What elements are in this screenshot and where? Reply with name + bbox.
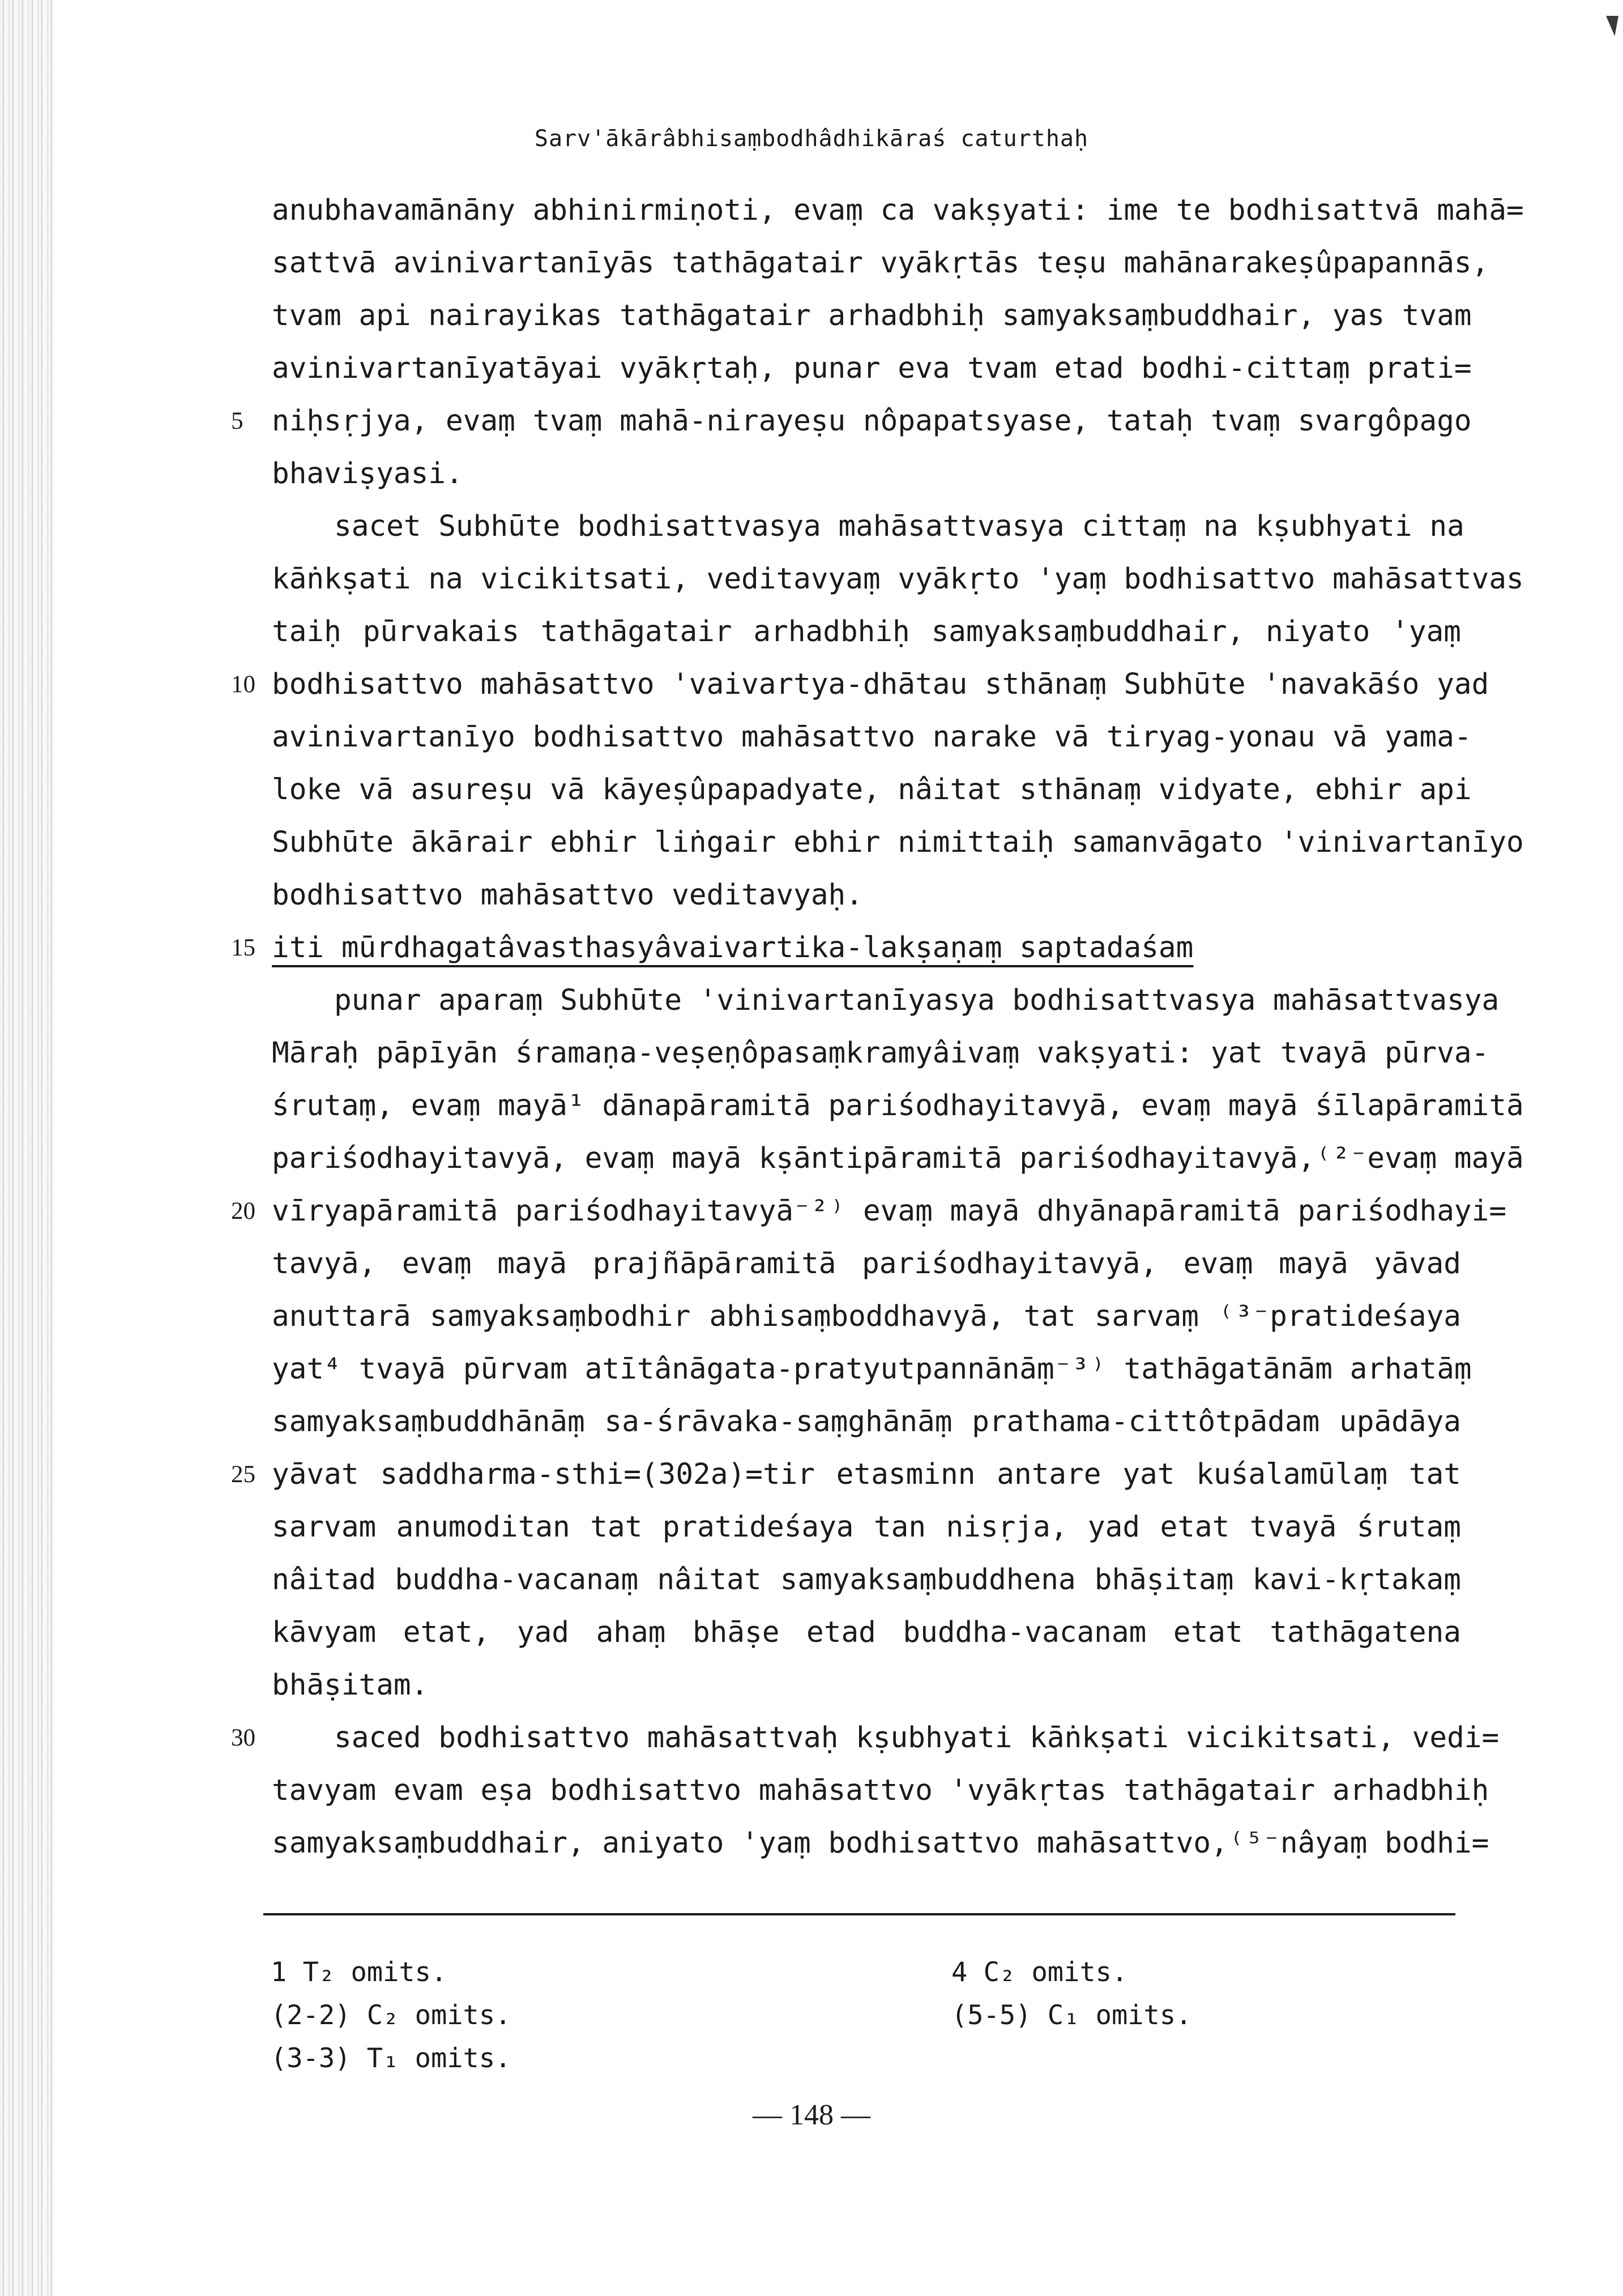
text-line bbox=[272, 184, 1524, 237]
text-line bbox=[272, 763, 1472, 816]
line-text: anubhavamānāny abhinirmiṇoti, evaṃ ca vakṣyati: ime te bodhisattvā mahā= bbox=[272, 194, 1524, 227]
footnote: (2-2) C₂ omits. bbox=[271, 2000, 511, 2031]
line-text: loke vā asureṣu vā kāyeṣûpapadyate, nâitat sthānaṃ vidyate, ebhir api bbox=[272, 773, 1472, 806]
line-text: niḥsṛjya, evaṃ tvaṃ mahā-nirayeṣu nôpapatsyase, tataḥ tvaṃ svargôpago bbox=[272, 404, 1472, 438]
text-line bbox=[272, 869, 1461, 921]
footnote: 1 T₂ omits. bbox=[271, 1957, 447, 1988]
footnote-separator bbox=[263, 1913, 1455, 1915]
line-text: anuttarā samyaksaṃbodhir abhisaṃboddhavyā, tat sarvaṃ ⁽³⁻pratideśaya bbox=[272, 1300, 1461, 1333]
line-text: tavyā, evaṃ mayā prajñāpāramitā pariśodhayitavyā, evaṃ mayā yāvad bbox=[272, 1247, 1461, 1281]
line-text: vīryapāramitā pariśodhayitavyā⁻²⁾ evaṃ mayā dhyānapāramitā pariśodhayi= bbox=[272, 1194, 1507, 1228]
line-text: śrutaṃ, evaṃ mayā¹ dānapāramitā pariśodhayitavyā, evaṃ mayā śīlapāramitā bbox=[272, 1089, 1524, 1123]
footnote: (5-5) C₁ omits. bbox=[951, 2000, 1192, 2031]
line-number: 20 bbox=[231, 1198, 255, 1224]
text-line bbox=[272, 1343, 1472, 1395]
text-line bbox=[272, 1395, 1461, 1448]
text-line bbox=[272, 237, 1489, 289]
line-text: bodhisattvo mahāsattvo 'vaivartya-dhātau sthānaṃ Subhūte 'navakāśo yad bbox=[272, 668, 1489, 701]
line-number: 15 bbox=[231, 934, 255, 961]
text-line bbox=[272, 1501, 1461, 1554]
line-text: avinivartanīyatāyai vyākṛtaḥ, punar eva tvam etad bodhi-cittaṃ prati= bbox=[272, 352, 1472, 385]
text-line bbox=[272, 1606, 1461, 1659]
line-text: saced bodhisattvo mahāsattvaḥ kṣubhyati kāṅkṣati vicikitsati, vedi= bbox=[334, 1721, 1500, 1755]
line-text: bhāṣitam. bbox=[272, 1668, 429, 1702]
line-text: bodhisattvo mahāsattvo veditavyaḥ. bbox=[272, 878, 863, 912]
line-text: Subhūte ākārair ebhir liṅgair ebhir nimittaiḥ samanvāgato 'vinivartanīyo bbox=[272, 826, 1524, 859]
scan-corner-mark bbox=[1606, 16, 1618, 36]
line-text: sattvā avinivartanīyās tathāgatair vyākṛtās teṣu mahānarakeṣûpapannās, bbox=[272, 246, 1489, 280]
text-line bbox=[272, 711, 1472, 763]
text-line bbox=[231, 1712, 1500, 1764]
line-text: tvam api nairayikas tathāgatair arhadbhiḥ samyaksaṃbuddhair, yas tvam bbox=[272, 299, 1472, 332]
line-text: samyaksaṃbuddhānāṃ sa-śrāvaka-saṃghānāṃ prathama-cittôtpādam upādāya bbox=[272, 1405, 1461, 1439]
text-line bbox=[231, 658, 1489, 711]
line-text: tavyam evam eṣa bodhisattvo mahāsattvo 'vyākṛtas tathāgatair arhadbhiḥ bbox=[272, 1774, 1489, 1807]
line-text: yāvat saddharma-sthi=(302a)=tir etasminn antare yat kuśalamūlaṃ tat bbox=[272, 1458, 1461, 1491]
line-text: iti mūrdhagatâvasthasyâvaivartika-lakṣaṇaṃ saptadaśam bbox=[272, 931, 1194, 965]
text-line bbox=[272, 1817, 1489, 1870]
text-line bbox=[272, 289, 1472, 342]
text-line bbox=[231, 1185, 1507, 1237]
body-text bbox=[231, 184, 1524, 1870]
text-line bbox=[272, 974, 1500, 1027]
text-line bbox=[272, 1554, 1461, 1606]
line-number: 5 bbox=[231, 408, 244, 434]
text-line bbox=[272, 1027, 1489, 1079]
line-number: 10 bbox=[231, 671, 255, 698]
line-number: 25 bbox=[231, 1461, 255, 1488]
text-line bbox=[231, 1448, 1461, 1501]
text-line bbox=[231, 395, 1472, 447]
text-line bbox=[272, 342, 1472, 395]
text-line bbox=[272, 1237, 1461, 1290]
line-text: bhaviṣyasi. bbox=[272, 457, 463, 490]
running-head: Sarv'ākārâbhisaṃbodhâdhikāraś caturthaḥ bbox=[534, 126, 1089, 152]
text-line bbox=[272, 816, 1524, 869]
line-text: punar aparaṃ Subhūte 'vinivartanīyasya bodhisattvasya mahāsattvasya bbox=[334, 984, 1500, 1017]
line-text: Māraḥ pāpīyān śramaṇa-veṣeṇôpasaṃkramyâivaṃ vakṣyati: yat tvayā pūrva- bbox=[272, 1036, 1489, 1070]
text-line bbox=[272, 1659, 1461, 1712]
scan-binding-edge bbox=[0, 0, 54, 2296]
line-text: sacet Subhūte bodhisattvasya mahāsattvasya cittaṃ na kṣubhyati na bbox=[334, 510, 1464, 543]
text-line bbox=[272, 605, 1461, 658]
text-line bbox=[272, 1764, 1489, 1817]
footnote: (3-3) T₁ omits. bbox=[271, 2043, 511, 2074]
line-text: sarvam anumoditan tat pratideśaya tan nisṛja, yad etat tvayā śrutaṃ bbox=[272, 1510, 1461, 1544]
text-line bbox=[272, 500, 1464, 553]
section-heading-line bbox=[231, 921, 1461, 974]
line-text: pariśodhayitavyā, evaṃ mayā kṣāntipāramitā pariśodhayitavyā,⁽²⁻evaṃ mayā bbox=[272, 1142, 1524, 1175]
line-text: kāṅkṣati na vicikitsati, veditavyaṃ vyākṛto 'yaṃ bodhisattvo mahāsattvas bbox=[272, 562, 1524, 596]
line-number: 30 bbox=[231, 1725, 255, 1751]
line-text: taiḥ pūrvakais tathāgatair arhadbhiḥ samyaksaṃbuddhair, niyato 'yaṃ bbox=[272, 615, 1461, 648]
text-line bbox=[272, 1290, 1461, 1343]
text-line bbox=[272, 553, 1524, 605]
footnote: 4 C₂ omits. bbox=[951, 1957, 1128, 1988]
page-number: — 148 — bbox=[753, 2099, 870, 2131]
footnotes-right bbox=[951, 1951, 1191, 2037]
line-text: samyaksaṃbuddhair, aniyato 'yaṃ bodhisattvo mahāsattvo,⁽⁵⁻nâyaṃ bodhi= bbox=[272, 1826, 1489, 1860]
line-text: yat⁴ tvayā pūrvam atītânāgata-pratyutpannānāṃ⁻³⁾ tathāgatānām arhatāṃ bbox=[272, 1352, 1472, 1386]
text-line bbox=[272, 1132, 1524, 1185]
text-line bbox=[272, 1079, 1524, 1132]
line-text: nâitad buddha-vacanaṃ nâitat samyaksaṃbuddhena bhāṣitaṃ kavi-kṛtakaṃ bbox=[272, 1563, 1461, 1597]
line-text: kāvyam etat, yad ahaṃ bhāṣe etad buddha-vacanam etat tathāgatena bbox=[272, 1616, 1461, 1649]
footnotes-left bbox=[271, 1951, 511, 2080]
text-line bbox=[272, 447, 1461, 500]
line-text: avinivartanīyo bodhisattvo mahāsattvo narake vā tiryag-yonau vā yama- bbox=[272, 720, 1472, 754]
